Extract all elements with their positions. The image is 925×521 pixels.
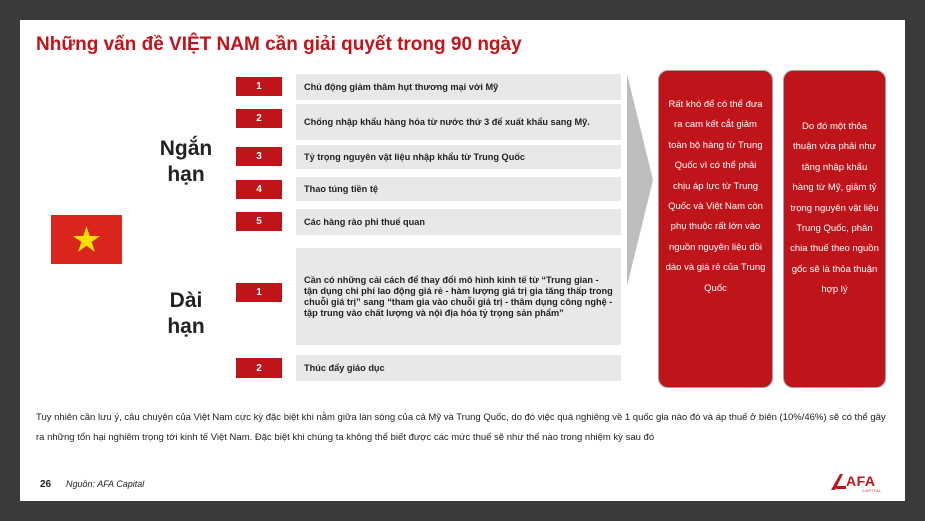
long-item-number: 2 xyxy=(236,358,282,378)
short-item-text: Chủ động giảm thâm hụt thương mại với Mỹ xyxy=(296,74,621,100)
slide-title: Những vấn đề VIỆT NAM cần giải quyết trong 90 ngày xyxy=(36,34,522,55)
afa-logo xyxy=(831,472,887,494)
long-term-label xyxy=(141,288,231,340)
page-number: 26 xyxy=(40,479,52,490)
short-item-text: Thao túng tiền tệ xyxy=(296,177,621,201)
chevron-right-icon xyxy=(627,74,653,374)
short-term-label xyxy=(141,136,231,188)
short-item-number: 1 xyxy=(236,77,282,96)
note-text: Tuy nhiên cần lưu ý, câu chuyện của Việt Nam cực kỳ đặc biệt khi nằm giữa làn sóng của cả Mỹ và Trung Quốc, do đó việc quá nghiêng về 1 quốc gia nào đó và áp thuế ở biên (10%/46%) sẽ có thể gây ra những tổn hại nghiêm trọng tới kinh tế Việt Nam. Đặc biệt khi chúng ta không thể biết được các mức thuế sẽ như thế nào trong nhiệm kỳ sau đó xyxy=(36,412,886,443)
difficulty-box: Rất khó để có thể đưa ra cam kết cắt giảm toàn bộ hàng từ Trung Quốc vì có thể phải chịu áp lực từ Trung Quốc và Việt Nam còn phụ thuộc rất lớn vào nguồn nguyên liệu dồi dào và giá rẻ của Trung Quốc xyxy=(658,70,773,388)
long-item-text: Cần có những cải cách để thay đổi mô hình kinh tế từ “Trung gian - tận dụng chi phí lao động giá rẻ - hàm lượng giá trị gia tăng thấp trong chuỗi giá trị” sang “tham gia vào chuỗi giá trị - thâm dụng công nghệ - tập trung vào chất lượng và nội địa hóa tỷ trọng sản phẩm” xyxy=(296,248,621,345)
conclusion-box: Do đó một thỏa thuận vừa phải như tăng nhập khẩu hàng từ Mỹ, giảm tỷ trọng nguyên vật liệu Trung Quốc, phân chia thuế theo nguồn gốc sẽ là thỏa thuận hợp lý xyxy=(783,70,886,388)
logo-mark-icon xyxy=(831,474,847,490)
short-term-label-line2: hạn xyxy=(167,163,205,186)
short-item-number: 4 xyxy=(236,180,282,199)
logo-subtext: CAPITAL xyxy=(862,488,882,493)
source-text: Nguồn: AFA Capital xyxy=(66,479,145,489)
long-item-number: 1 xyxy=(236,283,282,302)
slide xyxy=(20,20,905,501)
vietnam-flag-icon xyxy=(51,215,122,264)
long-term-label-line2: hạn xyxy=(167,315,205,338)
short-item-text: Các hàng rào phi thuế quan xyxy=(296,209,621,235)
long-term-label-line1: Dài xyxy=(169,289,203,312)
logo-text: AFA xyxy=(846,473,876,489)
short-item-number: 3 xyxy=(236,147,282,166)
short-item-text: Tỷ trọng nguyên vật liệu nhập khẩu từ Trung Quốc xyxy=(296,145,621,169)
short-item-number: 2 xyxy=(236,109,282,128)
long-item-text: Thúc đẩy giáo dục xyxy=(296,355,621,381)
star-icon xyxy=(73,226,100,252)
short-item-text: Chống nhập khẩu hàng hóa từ nước thứ 3 để xuất khẩu sang Mỹ. xyxy=(296,104,621,140)
short-item-number: 5 xyxy=(236,212,282,231)
short-term-label-line1: Ngắn xyxy=(159,137,213,160)
